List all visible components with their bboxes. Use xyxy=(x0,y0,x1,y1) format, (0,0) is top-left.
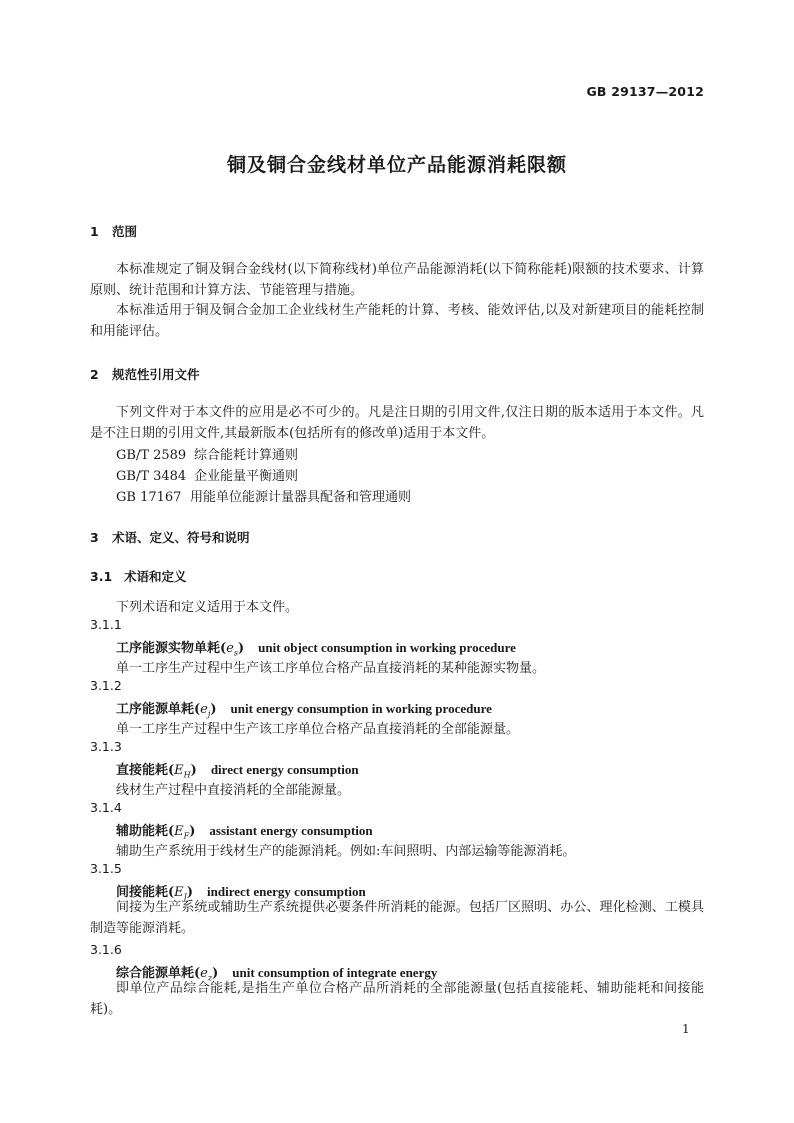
section-title: 规范性引用文件 xyxy=(112,367,200,382)
term-chinese: 工序能源实物单耗 xyxy=(116,641,221,656)
term-chinese: 直接能耗 xyxy=(116,763,169,778)
reference-title: 用能单位能源计量器具配备和管理通则 xyxy=(190,490,412,505)
clause-number: 3.1.6 xyxy=(90,942,122,957)
section-title: 术语、定义、符号和说明 xyxy=(112,530,250,545)
section-1-paragraph-1: 本标准规定了铜及铜合金线材(以下简称线材)单位产品能源消耗(以下简称能耗)限额的技术要求、计算原则、统计范围和计算方法、节能管理与措施。 xyxy=(90,262,704,298)
term-entry: 间接能耗$(E_J)$ indirect energy consumption xyxy=(116,884,366,902)
page-number: 1 xyxy=(682,1022,690,1036)
clause-number: 3.1.2 xyxy=(90,678,122,693)
term-entry: 工序能源单耗$(e_j)$ unit energy consumption in working procedure xyxy=(116,701,492,719)
clause-number: 3.1.3 xyxy=(90,739,122,754)
term-definition: 即单位产品综合能耗,是指生产单位合格产品所消耗的全部能源量(包括直接能耗、辅助能耗和间接能耗)。 xyxy=(90,981,704,1017)
term-definition: 线材生产过程中直接消耗的全部能源量。 xyxy=(116,783,351,798)
clause-number: 3.1.4 xyxy=(90,800,122,815)
term-entry: 综合能源单耗$(e_z)$ unit consumption of integrate energy xyxy=(116,965,438,983)
term-english: unit consumption of integrate energy xyxy=(232,965,438,980)
term-symbol-subscript: J xyxy=(183,892,187,902)
term-definition: 辅助生产系统用于线材生产的能源消耗。例如:车间照明、内部运输等能源消耗。 xyxy=(116,844,576,859)
term-english: assistant energy consumption xyxy=(209,823,373,838)
term-symbol: E xyxy=(174,824,184,839)
section-3-heading xyxy=(90,528,250,546)
section-number: 1 xyxy=(90,224,99,239)
section-title: 范围 xyxy=(112,224,138,239)
term-english: direct energy consumption xyxy=(210,762,359,777)
term-symbol-subscript: s xyxy=(233,648,238,658)
term-chinese: 工序能源单耗 xyxy=(116,702,195,717)
term-symbol: e xyxy=(200,966,208,981)
term-chinese: 间接能耗 xyxy=(116,885,169,900)
term-symbol-subscript: F xyxy=(183,831,190,841)
reference-item xyxy=(116,444,298,463)
term-symbol-subscript: H xyxy=(183,770,191,780)
reference-code: GB/T 3484 xyxy=(116,469,187,484)
term-symbol: e xyxy=(226,641,234,656)
reference-code: GB 17167 xyxy=(116,490,182,505)
section-1-paragraph-2: 本标准适用于铜及铜合金加工企业线材生产能耗的计算、考核、能效评估,以及对新建项目的能耗控制和用能评估。 xyxy=(90,303,704,339)
term-symbol: e xyxy=(200,702,208,717)
term-english: unit energy consumption in working procedure xyxy=(230,701,492,716)
term-symbol-subscript: z xyxy=(207,973,213,983)
reference-code: GB/T 2589 xyxy=(116,448,187,463)
term-definition: 单一工序生产过程中生产该工序单位合格产品直接消耗的全部能源量。 xyxy=(116,722,520,737)
reference-title: 企业能量平衡通则 xyxy=(194,469,299,484)
standard-number: GB 29137—2012 xyxy=(586,84,704,99)
section-2-heading xyxy=(90,365,200,383)
clause-number: 3.1.1 xyxy=(90,617,122,632)
section-1-heading xyxy=(90,222,137,240)
term-definition: 单一工序生产过程中生产该工序单位合格产品直接消耗的某种能源实物量。 xyxy=(116,661,546,676)
term-chinese: 辅助能耗 xyxy=(116,824,169,839)
term-symbol: E xyxy=(174,763,184,778)
terms-intro: 下列术语和定义适用于本文件。 xyxy=(116,600,299,615)
reference-title: 综合能耗计算通则 xyxy=(194,448,299,463)
reference-item xyxy=(116,465,298,484)
subsection-3-1-heading xyxy=(90,567,187,585)
term-entry: 辅助能耗$(E_F)$ assistant energy consumption xyxy=(116,823,373,841)
section-number: 2 xyxy=(90,367,99,382)
term-symbol: E xyxy=(174,885,184,900)
document-title: 铜及铜合金线材单位产品能源消耗限额 xyxy=(226,154,567,176)
term-symbol-subscript: j xyxy=(207,709,211,719)
subsection-title: 术语和定义 xyxy=(124,569,187,584)
section-2-paragraph-1: 下列文件对于本文件的应用是必不可少的。凡是注日期的引用文件,仅注日期的版本适用于本文件。凡是不注日期的引用文件,其最新版本(包括所有的修改单)适用于本文件。 xyxy=(90,405,704,441)
term-definition: 间接为生产系统或辅助生产系统提供必要条件所消耗的能源。包括厂区照明、办公、理化检测、工模具制造等能源消耗。 xyxy=(90,900,704,936)
subsection-number: 3.1 xyxy=(90,569,113,584)
term-entry: 直接能耗$(E_H)$ direct energy consumption xyxy=(116,762,359,780)
term-english: indirect energy consumption xyxy=(207,884,366,899)
clause-number: 3.1.5 xyxy=(90,861,122,876)
reference-item xyxy=(116,486,411,505)
term-english: unit object consumption in working procedure xyxy=(258,640,516,655)
term-chinese: 综合能源单耗 xyxy=(116,966,195,981)
section-number: 3 xyxy=(90,530,99,545)
term-entry: 工序能源实物单耗$(e_s)$ unit object consumption in working procedure xyxy=(116,640,516,658)
